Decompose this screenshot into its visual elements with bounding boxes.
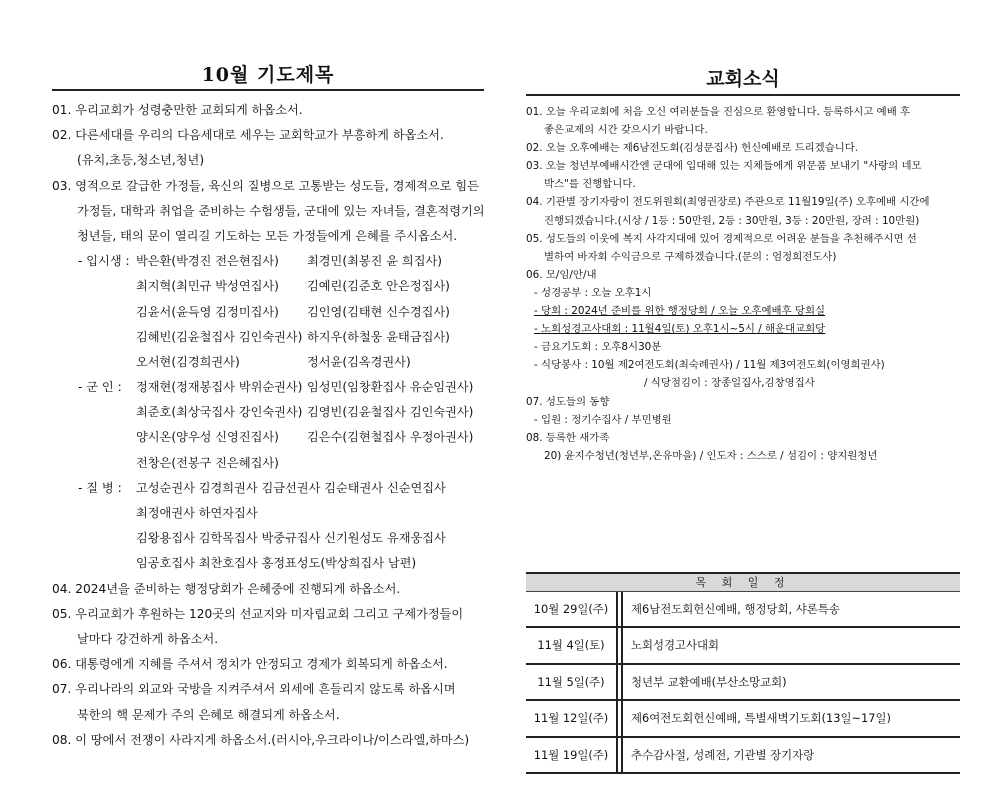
prayer-item: 청년들, 태의 문이 열리길 기도하는 모든 가정들에게 은혜를 주시옵소서. <box>77 228 458 243</box>
news-item: 진행되겠습니다.(시상 / 1등 : 50만원, 2등 : 30만원, 3등 : 20만원, 장려 : 10만원) <box>544 214 920 227</box>
prayer-name: 박은환(박경진 전은현집사) <box>136 254 279 269</box>
prayer-subitem <box>52 425 484 450</box>
prayer-subitem <box>52 451 484 476</box>
prayer-name: 양시온(양우성 신영진집사) <box>136 430 279 445</box>
prayer-name: 임성민(임창환집사 유순임권사) <box>307 380 474 395</box>
prayer-item: 01. 우리교회가 성령충만한 교회되게 하옵소서. <box>52 103 303 117</box>
prayer-item: 08. 이 땅에서 전쟁이 사라지게 하옵소서.(러시아,우크라이나/이스라엘,하마스) <box>52 732 470 747</box>
prayer-name: 최정애권사 하연자집사 <box>136 506 258 520</box>
news-item: 07. 성도들의 동향 <box>526 395 610 408</box>
prayer-subitem <box>52 551 484 576</box>
prayer-list <box>52 98 484 753</box>
prayer-subitem <box>52 400 484 425</box>
news-item: 04. 기관별 장기자랑이 전도위원회(최영권장로) 주관으로 11월19일(주) 오후예배 시간에 <box>526 196 930 209</box>
news-item: 20) 윤지수청년(청년부,온유마을) / 인도자 : 스스로 / 섬김이 : 양지원청년 <box>544 449 878 462</box>
news-item: 08. 등록한 새가족 <box>526 431 610 444</box>
news-item: 박스"를 진행합니다. <box>544 178 636 191</box>
prayer-name: 최준호(최상국집사 강인숙권사) <box>136 405 303 420</box>
prayer-item: 03. 영적으로 갈급한 가정들, 육신의 질병으로 고통받는 성도들, 경제적으로 힘든 <box>52 178 479 193</box>
news-item: - 노회성경고사대회 : 11월4일(토) 오후1시~5시 / 해운대교회당 <box>534 323 826 336</box>
prayer-sub-label: - 질 병 : <box>78 480 122 495</box>
prayer-subitem <box>52 375 484 400</box>
prayer-subitem <box>52 274 484 299</box>
prayer-name: 고성순권사 김경희권사 김금선권사 김순태권사 신순연집사 <box>136 480 446 495</box>
prayer-name: 김영빈(김윤철집사 김인숙권사) <box>307 405 474 420</box>
news-item: / 식당점김이 : 장종일집사,김창영집사 <box>644 377 815 390</box>
schedule-row <box>526 665 960 701</box>
prayer-sub-label: - 군 인 : <box>78 380 122 395</box>
prayer-title-rule <box>52 89 484 91</box>
news-item: - 금요기도회 : 오후8시30분 <box>534 341 662 354</box>
prayer-subitem <box>52 476 484 501</box>
news-title: 교회소식 <box>706 68 780 90</box>
schedule-row <box>526 701 960 737</box>
prayer-item: 가정들, 대학과 취업을 준비하는 수험생들, 군대에 있는 자녀들, 결혼적령기의 <box>77 203 485 218</box>
prayer-subitem <box>52 249 484 274</box>
prayer-name: 김윤서(윤득영 김정미집사) <box>136 304 279 319</box>
prayer-item: 북한의 핵 문제가 주의 은혜로 해결되게 하옵소서. <box>77 707 340 722</box>
schedule-date: 10월 29일(주) <box>526 592 618 626</box>
news-item: 별하여 바자회 수익금으로 구제하겠습니다.(문의 : 엄정희전도사) <box>544 250 837 263</box>
prayer-item: 07. 우리나라의 외교와 국방을 지켜주셔서 외세에 흔들리지 않도록 하옵시며 <box>52 682 456 697</box>
prayer-name: 전창은(전봉구 진은혜집사) <box>136 455 279 470</box>
prayer-item: 04. 2024년을 준비하는 행정당회가 은혜중에 진행되게 하옵소서. <box>52 581 401 596</box>
schedule-row <box>526 592 960 628</box>
news-item: 05. 성도들의 이웃에 복지 사각지대에 있어 경제적으로 어려운 분들을 추천해주시면 선 <box>526 232 917 245</box>
prayer-name: 김은수(김현철집사 우정아권사) <box>307 430 474 445</box>
schedule-event: 청년부 교환예배(부산소망교회) <box>621 665 787 699</box>
news-item: - 입원 : 정기수집사 / 부민병원 <box>534 413 672 426</box>
prayer-item: 02. 다른세대를 우리의 다음세대로 세우는 교회학교가 부흥하게 하옵소서. <box>52 128 444 143</box>
news-title-rule <box>526 94 960 96</box>
news-item: - 식당봉사 : 10월 제2여전도회(최숙례권사) / 11월 제3여전도회(이영희권사) <box>534 359 885 372</box>
schedule-date: 11월 19일(주) <box>526 738 618 772</box>
prayer-subitem <box>52 350 484 375</box>
prayer-name: 김왕용집사 김학목집사 박중규집사 신기원성도 유재웅집사 <box>136 531 446 546</box>
prayer-subitem <box>52 300 484 325</box>
prayer-name: 정서윤(김옥경권사) <box>307 354 411 369</box>
prayer-title: 10월 기도제목 <box>201 64 335 86</box>
schedule-date: 11월 5일(주) <box>526 665 618 699</box>
prayer-name: 김인영(김태현 신수경집사) <box>307 304 450 319</box>
schedule-table <box>526 572 960 774</box>
prayer-name: 김혜빈(김윤철집사 김인숙권사) <box>136 329 303 344</box>
prayer-item: 05. 우리교회가 후원하는 120곳의 선교지와 미자립교회 그리고 구제가정들이 <box>52 606 464 621</box>
schedule-event: 제6남전도회헌신예배, 행정당회, 샤론특송 <box>621 592 840 626</box>
news-item: - 성경공부 : 오늘 오후1시 <box>534 286 652 299</box>
news-item: 01. 오늘 우리교회에 처음 오신 여러분들을 진심으로 환영합니다. 등록하시고 예배 후 <box>526 106 911 118</box>
news-list <box>526 103 960 465</box>
schedule-date: 11월 12일(주) <box>526 701 618 735</box>
schedule-event: 노회성경고사대회 <box>621 628 719 662</box>
schedule-date: 11월 4일(토) <box>526 628 618 662</box>
prayer-subitem <box>52 501 484 526</box>
prayer-name: 최경민(최봉진 윤 희집사) <box>307 254 442 269</box>
news-item: 02. 오늘 오후예배는 제6남전도회(김성문집사) 헌신예배로 드리겠습니다. <box>526 142 859 155</box>
prayer-item: 날마다 강건하게 하옵소서. <box>77 631 219 646</box>
schedule-event: 제6여전도회헌신예배, 특별새벽기도회(13일~17일) <box>621 701 891 735</box>
prayer-name: 하지우(하철웅 윤태금집사) <box>307 329 450 344</box>
schedule-row <box>526 738 960 774</box>
prayer-subitem <box>52 526 484 551</box>
prayer-name: 김예린(김준호 안은정집사) <box>307 279 450 294</box>
prayer-subitem <box>52 325 484 350</box>
schedule-header: 목 회 일 정 <box>526 572 960 592</box>
prayer-sub-label: - 입시생 : <box>78 254 130 269</box>
prayer-item: 06. 대통령에게 지혜를 주셔서 정치가 안정되고 경제가 회복되게 하옵소서. <box>52 657 448 672</box>
schedule-row <box>526 628 960 664</box>
news-item: 좋은교제의 시간 갖으시기 바랍니다. <box>544 124 708 137</box>
schedule-event: 추수감사절, 성례전, 기관별 장기자랑 <box>621 738 814 772</box>
prayer-name: 정재현(정재봉집사 박위순권사) <box>136 380 303 395</box>
news-item: 06. 모/임/안/내 <box>526 268 597 281</box>
prayer-name: 오서현(김경희권사) <box>136 354 240 369</box>
prayer-name: 임공호집사 최찬호집사 홍정표성도(박상희집사 남편) <box>136 556 417 571</box>
prayer-item: (유치,초등,청소년,청년) <box>77 153 205 168</box>
prayer-name: 최지혁(최민규 박성연집사) <box>136 279 279 294</box>
news-item: - 당회 : 2024년 준비를 위한 행정당회 / 오늘 오후예배후 당회실 <box>534 305 826 318</box>
news-item: 03. 오늘 청년부예배시간엔 군대에 입대해 있는 지체들에게 위문품 보내기 "사랑의 네모 <box>526 160 922 173</box>
